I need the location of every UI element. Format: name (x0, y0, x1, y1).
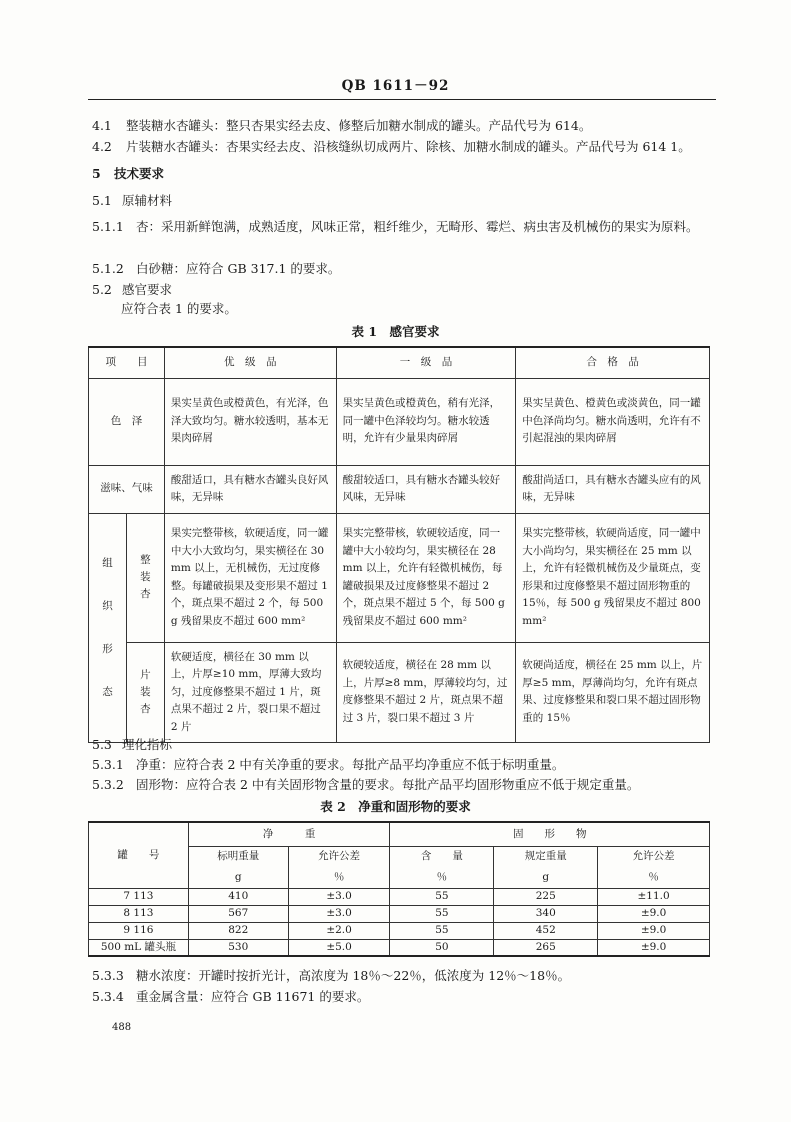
cell-tolerance: ±3.0 (288, 905, 390, 922)
header-qualified: 合 格 品 (516, 347, 710, 378)
cell-content: 55 (390, 922, 494, 939)
section-5-2-body: 应符合表 1 的要求。 (121, 301, 237, 316)
sensory-requirements-table (88, 346, 710, 743)
section-number: 5.1 (92, 193, 112, 208)
header-tolerance: 允许公差 (288, 846, 390, 867)
header-item: 项 目 (89, 347, 165, 378)
section-text: 固形物：应符合表 2 中有关固形物含量的要求。每批产品平均固形物重应不低于规定重量。 (136, 777, 640, 792)
section-text: 整装糖水杏罐头：整只杏果实经去皮、修整后加糖水制成的罐头。产品代号为 614。 (126, 118, 592, 133)
cell-tolerance-2: ±9.0 (598, 905, 710, 922)
cell-tolerance-2: ±9.0 (598, 939, 710, 956)
section-text: 技术要求 (114, 166, 165, 181)
section-text: 净重：应符合表 2 中有关净重的要求。每批产品平均净重应不低于标明重量。 (136, 757, 565, 772)
cell-spec-weight: 225 (494, 888, 598, 905)
section-text: 白砂糖：应符合 GB 317.1 的要求。 (136, 261, 341, 276)
cell-can: 500 mL 罐头瓶 (89, 939, 189, 956)
cell-net: 567 (188, 905, 288, 922)
cell-spec-weight: 340 (494, 905, 598, 922)
unit-percent: ％ (288, 867, 390, 888)
color-first-grade: 果实呈黄色或橙黄色，稍有光泽，同一罐中色泽较均匀。糖水较透明，允许有少量果肉碎屑 (336, 378, 516, 465)
section-5-heading (92, 166, 164, 182)
unit-g: g (188, 867, 288, 888)
taste-first-grade: 酸甜较适口，具有糖水杏罐头较好风味，无异味 (336, 465, 516, 513)
section-5-1-2 (92, 261, 340, 277)
table-row (89, 922, 710, 939)
section-text: 片装糖水杏罐头：杏果实经去皮、沿核缝纵切成两片、除核、加糖水制成的罐头。产品代号为 614 1。 (126, 139, 691, 154)
slice-qualified: 软硬尚适度，横径在 25 mm 以上，片厚≥5 mm，厚薄尚均匀，允许有斑点果、过度修整果和裂口果不超过固形物重的 15％ (516, 642, 710, 743)
section-5-3-1 (92, 757, 564, 773)
cell-net: 822 (188, 922, 288, 939)
section-5-3 (92, 737, 172, 753)
cell-tolerance-2: ±9.0 (598, 922, 710, 939)
slice-label-text: 片 装 杏 (140, 668, 162, 715)
table-row (89, 905, 710, 922)
header-can-number: 罐 号 (89, 822, 189, 888)
page-header: QB 1611－92 (341, 78, 450, 94)
header-net-weight: 净 重 (188, 822, 390, 846)
slice-first-grade: 软硬较适度，横径在 28 mm 以上，片厚≥8 mm，厚薄较均匀，过度修整果不超过 2 片，斑点果不超过 3 片，裂口果不超过 3 片 (336, 642, 516, 743)
header-label-weight: 标明重量 (188, 846, 288, 867)
table2-header-row-1 (89, 822, 710, 846)
cell-can: 8 113 (89, 905, 189, 922)
section-number: 5.3.4 (92, 989, 124, 1004)
header-tolerance-2: 允许公差 (598, 846, 710, 867)
row-label-color: 色 泽 (89, 378, 165, 465)
table1-row-slice (89, 642, 710, 743)
section-5-3-3 (92, 968, 570, 984)
header-solids: 固 形 物 (390, 822, 710, 846)
form-label-text: 组 织 形 态 (102, 556, 124, 698)
cell-content: 50 (390, 939, 494, 956)
section-number: 5.3.3 (92, 968, 124, 983)
table-row (89, 939, 710, 956)
page-number: 488 (112, 1022, 132, 1033)
cell-tolerance: ±3.0 (288, 888, 390, 905)
cell-spec-weight: 265 (494, 939, 598, 956)
section-5-2 (92, 282, 172, 298)
section-text: 杏：采用新鲜饱满，成熟适度，风味正常，粗纤维少，无畸形、霉烂、病虫害及机械伤的果实为原料。 (136, 219, 699, 234)
color-excellent: 果实呈黄色或橙黄色，有光泽，色泽大致均匀。糖水较透明，基本无果肉碎屑 (164, 378, 336, 465)
table1-caption: 表 1 感官要求 (351, 324, 440, 339)
header-content: 含 量 (390, 846, 494, 867)
section-number: 5.1.2 (92, 261, 124, 276)
section-number: 5.1.1 (92, 219, 124, 234)
cell-can: 7 113 (89, 888, 189, 905)
section-number: 5.2 (92, 282, 112, 297)
table-row (89, 888, 710, 905)
section-4-2 (92, 139, 691, 155)
cell-tolerance: ±5.0 (288, 939, 390, 956)
slice-excellent: 软硬适度，横径在 30 mm 以上，片厚≥10 mm，厚薄大致均匀，过度修整果不超过 1 片，斑点果不超过 2 片，裂口果不超过 2 片 (164, 642, 336, 743)
section-number: 4.2 (92, 139, 112, 154)
row-label-form (89, 513, 127, 743)
whole-first-grade: 果实完整带核，软硬较适度，同一罐中大小较均匀，果实横径在 28 mm 以上，允许有轻微机械伤，每罐破损果及过度修整果不超过 2 个，斑点果不超过 5 个，每 500 g 残留果皮不超过 600 mm² (336, 513, 516, 642)
section-text: 理化指标 (122, 737, 173, 752)
unit-percent-2: ％ (390, 867, 494, 888)
table1-row-taste (89, 465, 710, 513)
section-number: 5 (92, 166, 101, 181)
color-qualified: 果实呈黄色、橙黄色或淡黄色，同一罐中色泽尚均匀。糖水尚透明，允许有不引起混浊的果肉碎屑 (516, 378, 710, 465)
taste-excellent: 酸甜适口，具有糖水杏罐头良好风味，无异味 (164, 465, 336, 513)
cell-content: 55 (390, 888, 494, 905)
section-number: 5.3 (92, 737, 112, 752)
section-5-3-2 (92, 777, 639, 793)
unit-g-2: g (494, 867, 598, 888)
cell-spec-weight: 452 (494, 922, 598, 939)
header-excellent: 优 级 品 (164, 347, 336, 378)
whole-label-text: 整 装 杏 (140, 554, 162, 600)
unit-percent-3: ％ (598, 867, 710, 888)
section-5-1 (92, 193, 172, 209)
cell-tolerance: ±2.0 (288, 922, 390, 939)
header-first-grade: 一 级 品 (336, 347, 516, 378)
cell-tolerance-2: ±11.0 (598, 888, 710, 905)
section-text: 糖水浓度：开罐时按折光计，高浓度为 18％～22％，低浓度为 12％～18％。 (136, 968, 571, 983)
sub-label-slice (126, 642, 164, 743)
whole-excellent: 果实完整带核，软硬适度，同一罐中大小大致均匀，果实横径在 30 mm 以上，无机械伤，无过度修整。每罐破损果及变形果不超过 1 个，斑点果不超过 2 个，每 500 g 残留果皮不超过 600 mm² (164, 513, 336, 642)
section-text: 感官要求 (122, 282, 173, 297)
whole-qualified: 果实完整带核，软硬尚适度，同一罐中大小尚均匀，果实横径在 25 mm 以上，允许有轻微机械伤及少量斑点，变形果和过度修整果不超过固形物重的 15％，每 500 g 残留果皮不超过 800 mm² (516, 513, 710, 642)
section-number: 5.3.1 (92, 757, 124, 772)
section-text: 原辅材料 (122, 193, 173, 208)
taste-qualified: 酸甜尚适口，具有糖水杏罐头应有的风味，无异味 (516, 465, 710, 513)
section-number: 5.3.2 (92, 777, 124, 792)
section-4-1 (92, 118, 591, 134)
net-weight-solids-table (88, 821, 710, 957)
cell-net: 410 (188, 888, 288, 905)
cell-can: 9 116 (89, 922, 189, 939)
table1-row-whole (89, 513, 710, 642)
header-spec-weight: 规定重量 (494, 846, 598, 867)
cell-net: 530 (188, 939, 288, 956)
section-5-1-1 (92, 216, 714, 237)
sub-label-whole (126, 513, 164, 642)
table2-caption: 表 2 净重和固形物的要求 (320, 799, 471, 814)
cell-content: 55 (390, 905, 494, 922)
table1-row-color (89, 378, 710, 465)
section-text: 重金属含量：应符合 GB 11671 的要求。 (136, 989, 370, 1004)
section-number: 4.1 (92, 118, 112, 133)
row-label-taste: 滋味、气味 (89, 465, 165, 513)
table1-header-row (89, 347, 710, 378)
header-rule (88, 99, 716, 100)
section-5-3-4 (92, 989, 369, 1005)
